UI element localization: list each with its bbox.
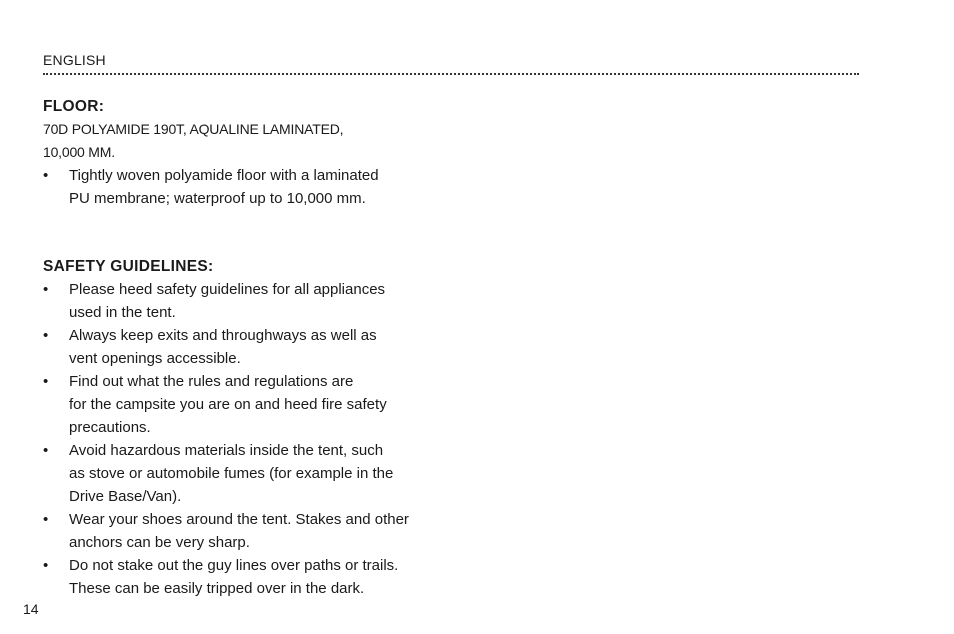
safety-heading: SAFETY GUIDELINES: bbox=[43, 258, 214, 275]
safety-bullet-item bbox=[43, 508, 463, 554]
bullet-dot: • bbox=[43, 557, 49, 574]
floor-bullet-item bbox=[43, 164, 463, 210]
safety-bullet-item bbox=[43, 278, 463, 324]
bullet-line: Tightly woven polyamide floor with a laminated bbox=[69, 167, 379, 184]
bullet-line: Please heed safety guidelines for all appliances bbox=[69, 281, 386, 298]
safety-bullet-list bbox=[43, 278, 463, 600]
bullet-line: used in the tent. bbox=[69, 304, 176, 321]
bullet-line: These can be easily tripped over in the dark. bbox=[69, 580, 365, 597]
language-label: ENGLISH bbox=[43, 52, 106, 68]
bullet-line: for the campsite you are on and heed fire safety bbox=[69, 396, 387, 413]
bullet-line: Find out what the rules and regulations are bbox=[69, 373, 354, 390]
floor-bullet-list bbox=[43, 164, 463, 210]
floor-spec-line: 70D POLYAMIDE 190T, AQUALINE LAMINATED, bbox=[43, 121, 344, 137]
bullet-dot: • bbox=[43, 281, 49, 298]
bullet-line: as stove or automobile fumes (for example in the bbox=[69, 465, 394, 482]
bullet-line: precautions. bbox=[69, 419, 151, 436]
bullet-line: anchors can be very sharp. bbox=[69, 534, 250, 551]
bullet-line: Always keep exits and throughways as well as bbox=[69, 327, 377, 344]
floor-section bbox=[43, 95, 463, 210]
dotted-divider bbox=[43, 73, 859, 75]
bullet-dot: • bbox=[43, 327, 49, 344]
bullet-dot: • bbox=[43, 442, 49, 459]
bullet-dot: • bbox=[43, 167, 49, 184]
safety-guidelines-section bbox=[43, 255, 463, 600]
floor-heading: FLOOR: bbox=[43, 98, 105, 115]
bullet-dot: • bbox=[43, 373, 49, 390]
floor-spec-line: 10,000 MM. bbox=[43, 144, 115, 160]
safety-bullet-item bbox=[43, 439, 463, 508]
page-number: 14 bbox=[23, 601, 39, 617]
bullet-line: Wear your shoes around the tent. Stakes and other bbox=[69, 511, 409, 528]
bullet-line: Do not stake out the guy lines over paths or trails. bbox=[69, 557, 399, 574]
bullet-line: PU membrane; waterproof up to 10,000 mm. bbox=[69, 190, 366, 207]
bullet-line: Avoid hazardous materials inside the tent, such bbox=[69, 442, 384, 459]
bullet-line: vent openings accessible. bbox=[69, 350, 241, 367]
bullet-dot: • bbox=[43, 511, 49, 528]
bullet-line: Drive Base/Van). bbox=[69, 488, 182, 505]
safety-bullet-item bbox=[43, 370, 463, 439]
safety-bullet-item bbox=[43, 554, 463, 600]
safety-bullet-item bbox=[43, 324, 463, 370]
